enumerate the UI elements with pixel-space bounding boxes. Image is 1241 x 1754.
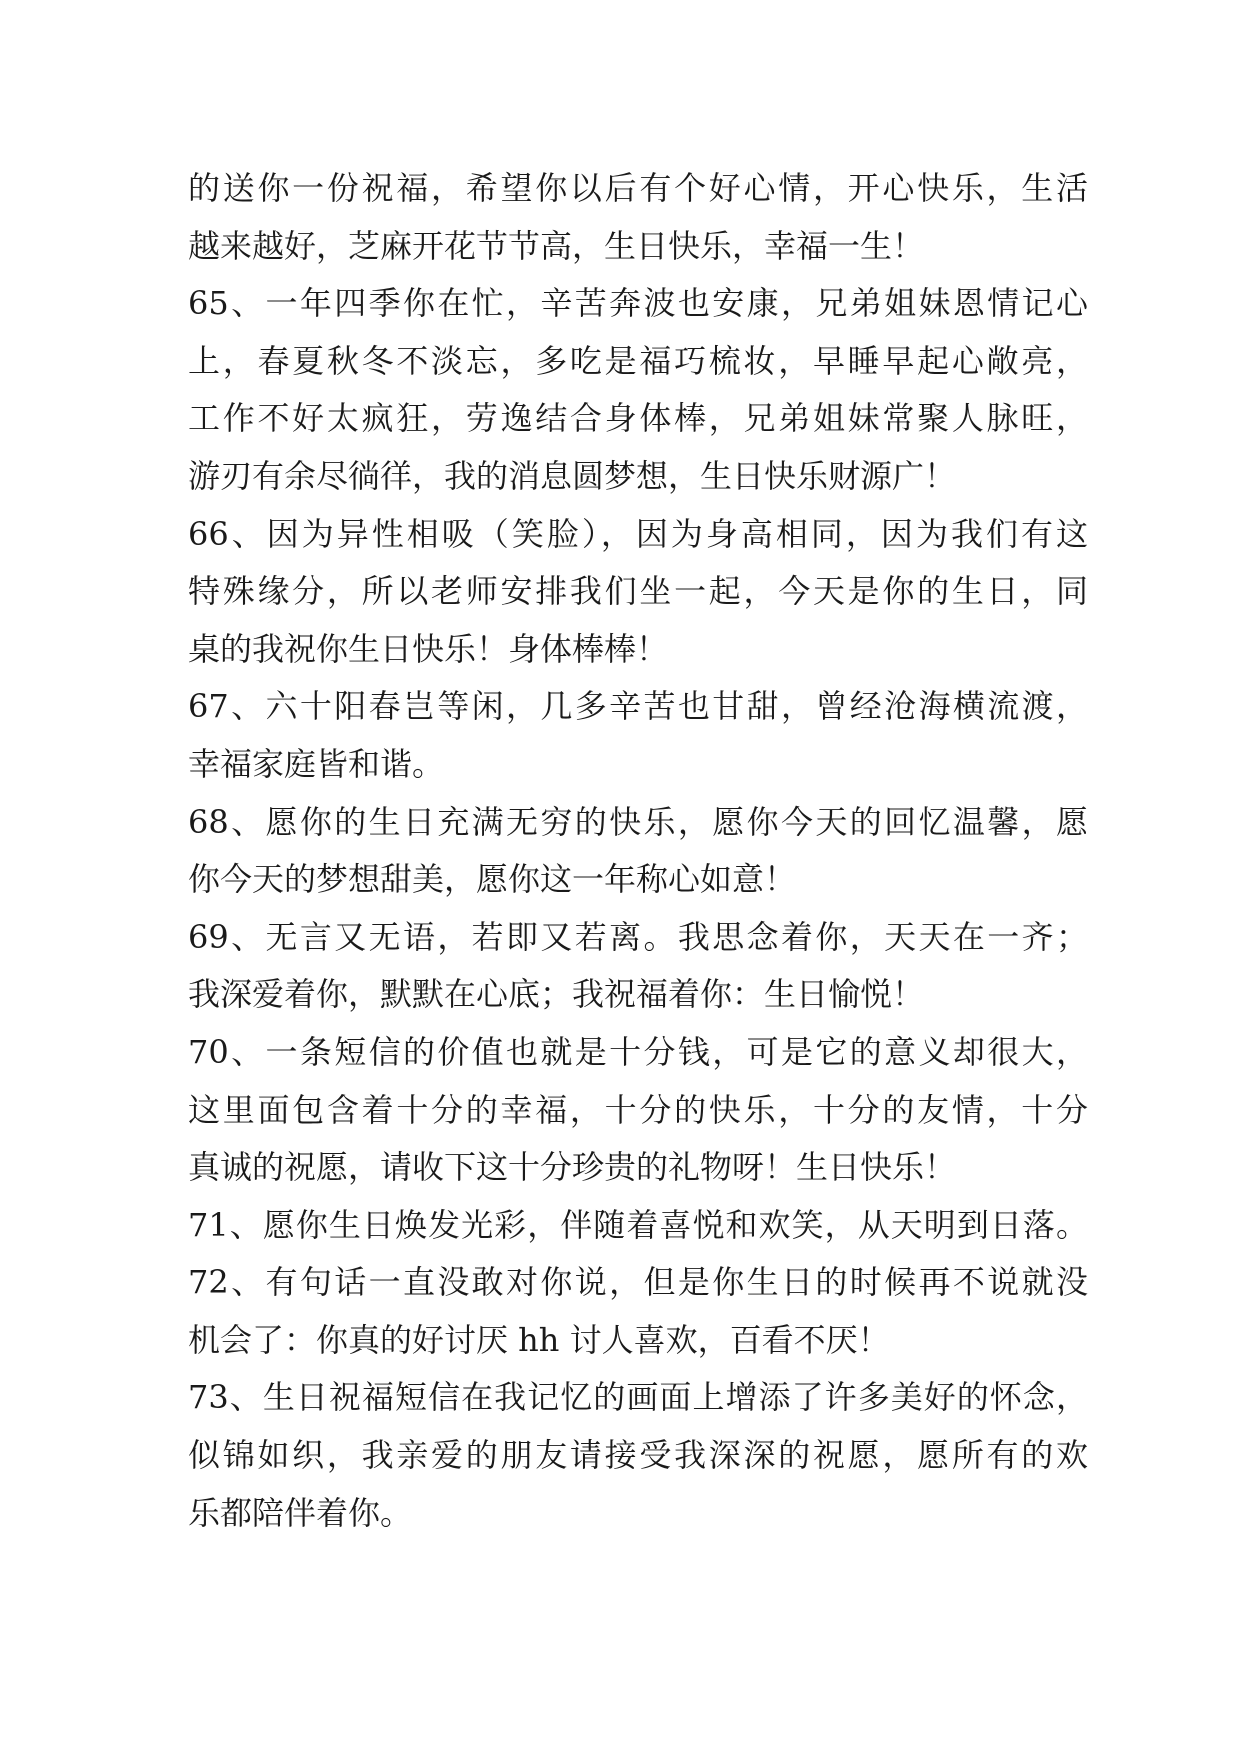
text-line: 似锦如织，我亲爱的朋友请接受我深深的祝愿，愿所有的欢	[188, 1436, 1088, 1475]
text-line: 73、生日祝福短信在我记忆的画面上增添了许多美好的怀念，	[188, 1378, 1088, 1417]
text-line: 桌的我祝你生日快乐！身体棒棒！	[188, 629, 669, 668]
text-line: 70、一条短信的价值也就是十分钱，可是它的意义却很大，	[188, 1032, 1088, 1071]
document-text-block	[188, 160, 1088, 1542]
text-line: 你今天的梦想甜美，愿你这一年称心如意！	[188, 860, 797, 899]
text-line: 66、因为异性相吸（笑脸），因为身高相同，因为我们有这	[188, 514, 1088, 553]
text-line: 特殊缘分，所以老师安排我们坐一起，今天是你的生日，同	[188, 572, 1088, 611]
text-line: 的送你一份祝福，希望你以后有个好心情，开心快乐，生活	[188, 169, 1088, 207]
text-line: 71、愿你生日焕发光彩，伴随着喜悦和欢笑，从天明到日落。	[188, 1205, 1088, 1244]
text-line: 67、六十阳春岂等闲，几多辛苦也甘甜，曾经沧海横流渡，	[188, 687, 1088, 726]
text-line: 上，春夏秋冬不淡忘，多吃是福巧梳妆，早睡早起心敞亮，	[188, 341, 1088, 380]
text-line: 我深爱着你，默默在心底；我祝福着你：生日愉悦！	[188, 975, 925, 1014]
text-line: 72、有句话一直没敢对你说，但是你生日的时候再不说就没	[188, 1263, 1088, 1302]
text-line: 68、愿你的生日充满无穷的快乐，愿你今天的回忆温馨，愿	[188, 802, 1088, 841]
text-line: 65、一年四季你在忙，辛苦奔波也安康，兄弟姐妹恩情记心	[188, 284, 1088, 323]
text-line: 幸福家庭皆和谐。	[188, 744, 445, 783]
text-line: 越来越好，芝麻开花节节高，生日快乐，幸福一生！	[188, 226, 925, 265]
text-line: 真诚的祝愿，请收下这十分珍贵的礼物呀！生日快乐！	[188, 1148, 957, 1187]
text-line: 69、无言又无语，若即又若离。我思念着你，天天在一齐；	[188, 917, 1088, 956]
text-line: 工作不好太疯狂，劳逸结合身体棒，兄弟姐妹常聚人脉旺，	[188, 399, 1088, 438]
text-line: 乐都陪伴着你。	[188, 1493, 413, 1532]
text-line: 游刃有余尽徜徉，我的消息圆梦想，生日快乐财源广！	[188, 456, 957, 495]
text-line: 机会了：你真的好讨厌 hh 讨人喜欢，百看不厌！	[188, 1320, 890, 1359]
text-line: 这里面包含着十分的幸福，十分的快乐，十分的友情，十分	[188, 1090, 1088, 1129]
